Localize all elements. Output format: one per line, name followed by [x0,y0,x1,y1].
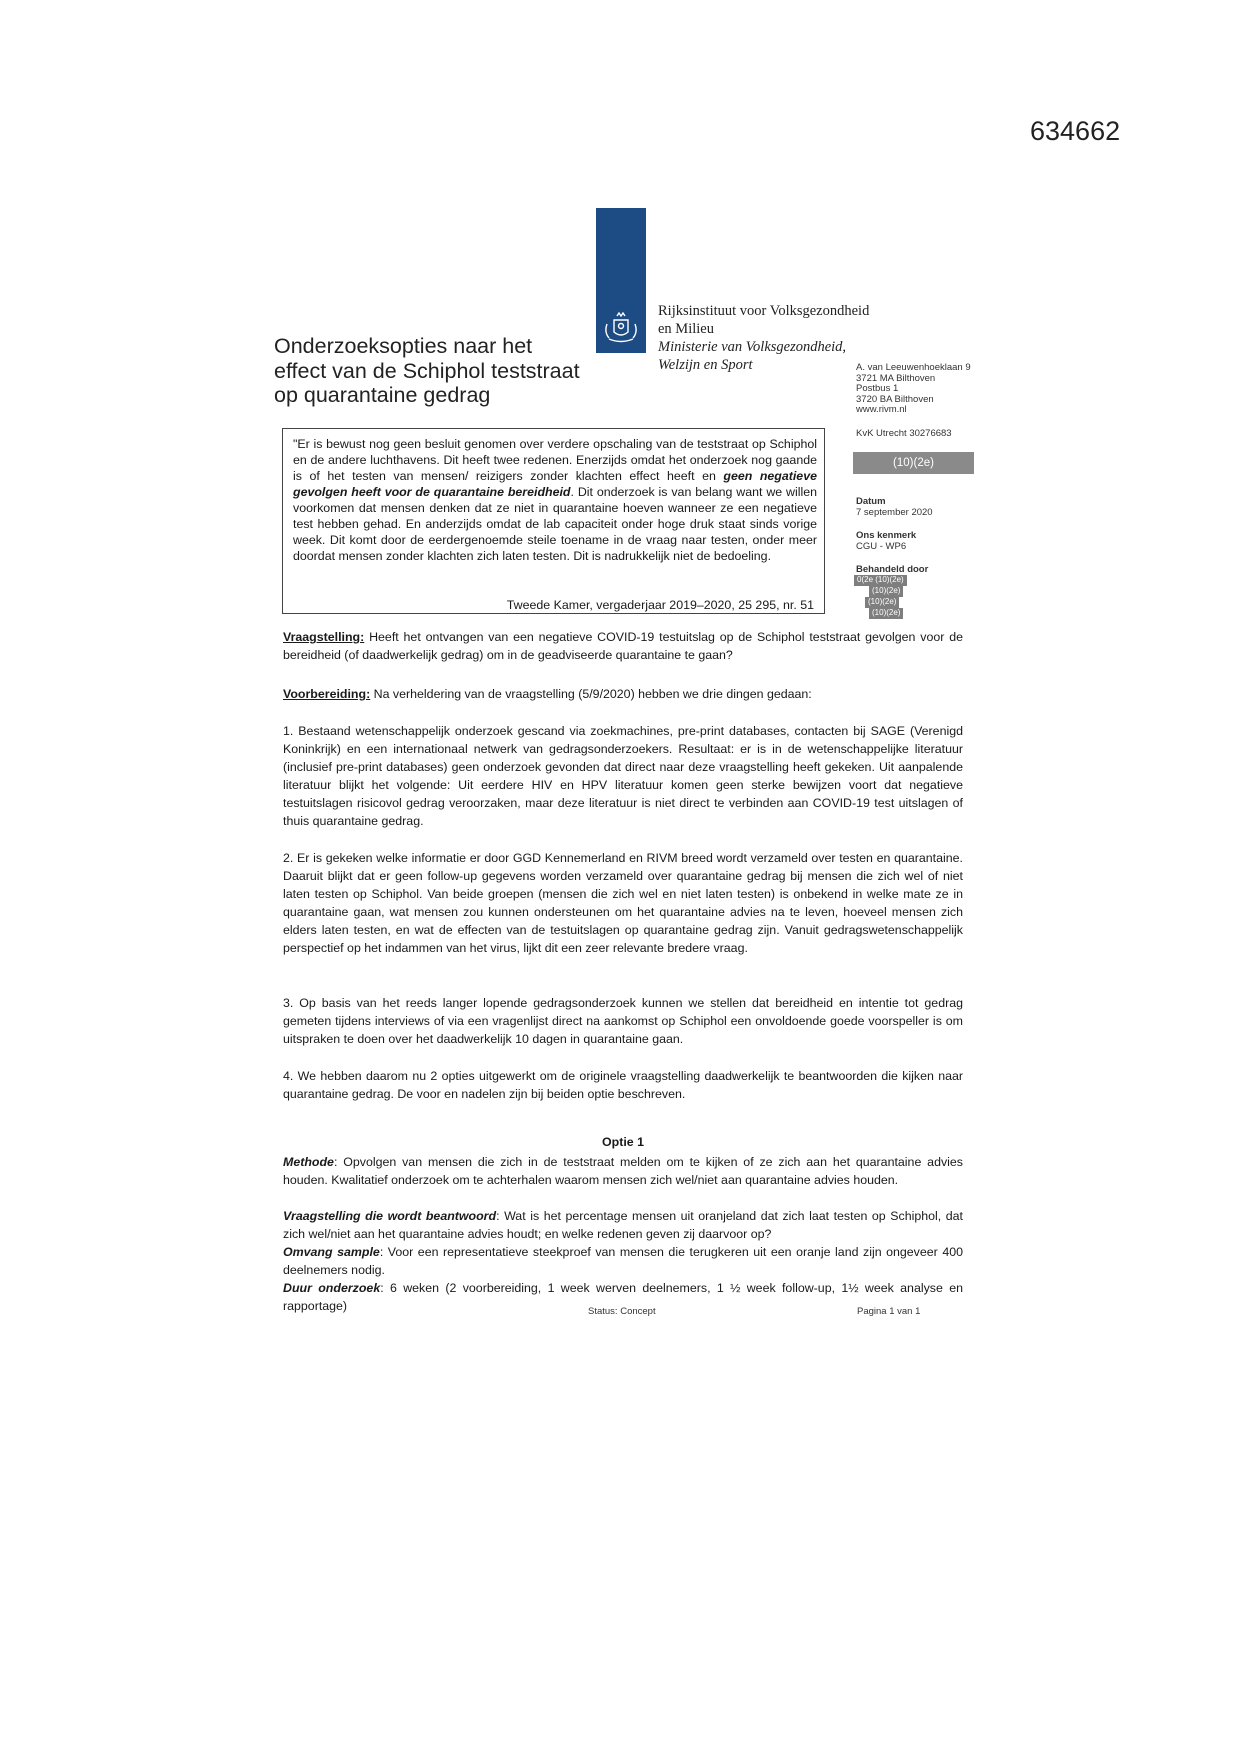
kenmerk-label: Ons kenmerk [856,530,917,541]
organization-name [658,302,869,374]
address-line-4: 3720 BA Bilthoven [856,393,934,405]
point-3-paragraph: 3. Op basis van het reeds langer lopende gedragsonderzoek kunnen we stellen dat bereidheid en intentie tot gedrag gemeten tijdens interviews of via een vragenlijst direct na aankomst op Schiphol een onvoldoende goede voorspeller is om uitspraken te doen over het daadwerkelijk 10 dagen in quarantaine gaan. [283,996,963,1046]
address-line-1: A. van Leeuwenhoeklaan 9 [856,362,971,373]
optie-1-heading: Optie 1 [602,1135,644,1149]
datum-label: Datum [856,496,886,507]
redaction-block: (10)(2e) [865,597,899,608]
optie-item-text: : Opvolgen van mensen die zich in de teststraat melden om te kijken of ze zich aan het quarantaine advies houden. Kwalitatief onderzoek om te achterhalen waarom mensen zich wel/niet aan quarantaine advies houden. [283,1155,963,1187]
status-footer: Status: Concept [588,1306,656,1317]
optie-item-text: : Wat is het percentage mensen uit oranjeland dat zich laat testen op Schiphol, dat zich wel/niet aan het quarantaine advies houdt; en welke redenen geven zij daarvoor op? [283,1209,963,1241]
optie-item-text: : Voor een representatieve steekproef van mensen die terugkeren uit een oranje land zijn ongeveer 400 deelnemers nodig. [283,1245,963,1277]
quote-text-part: "Er is bewust nog geen besluit genomen over verdere opschaling van de teststraat op Schiphol en de andere luchthavens. Dit heeft twee redenen. Enerzijds omdat het onderzoek nog gaande is of het testen van mensen/ reizigers zonder klachten effect heeft en [293,437,817,483]
address-line-5: www.rivm.nl [856,404,907,416]
optie-item-methode [283,1153,963,1189]
optie-item-omvang [283,1243,963,1279]
optie-item-label: Vraagstelling die wordt beantwoord [283,1209,497,1223]
coat-of-arms-icon [599,306,643,350]
kenmerk-value: CGU - WP6 [856,541,907,552]
optie-item-label: Omvang sample [283,1245,380,1259]
voorbereiding-text: Na verheldering van de vraagstelling (5/9/2020) hebben we drie dingen gedaan: [370,687,812,701]
quote-text-part: . Dit onderzoek is van belang want we willen voorkomen dat mensen denken dat ze niet in quarantaine hoeven wanneer ze een negatieve test hebben gehad. En anderzijds omdat de lab capaciteit onder hoge druk staat sinds vorige week. Dit komt door de eerdergenoemde steile toename in de vraag naar testen, onder meer doordat mensen zonder klachten zich laten testen. Dit is nadrukkelijk niet de bedoeling. [293,485,818,563]
point-4-paragraph: 4. We hebben daarom nu 2 opties uitgewerkt om de originele vraagstelling daadwerkelijk te beantwoorden die kijken naar quarantaine gedrag. De voor en nadelen zijn bij beiden optie beschreven. [283,1069,963,1101]
kvk-number: KvK Utrecht 30276683 [856,428,952,439]
address-line-2: 3721 MA Bilthoven [856,372,936,384]
ministry-line-2: Welzijn en Sport [658,357,753,373]
address-line-3: Postbus 1 [856,383,899,395]
vraagstelling-paragraph [283,628,963,664]
redaction-block: 0(2e (10)(2e) [854,575,907,586]
optie-item-text: : 6 weken (2 voorbereiding, 1 week werven deelnemers, 1 ½ week follow-up, 1½ week analyse en rapportage) [283,1281,963,1313]
rijksoverheid-logo-bar [596,208,646,353]
document-number: 634662 [1030,116,1121,146]
redaction-block: (10)(2e) [869,608,903,619]
optie-item-vraagstelling [283,1207,963,1243]
quote-emphasis: geen negatieve gevolgen heeft voor de quarantaine bereidheid [293,469,817,499]
address-block [856,363,971,416]
page-number-footer: Pagina 1 van 1 [857,1306,921,1317]
redaction-block: (10)(2e) [869,586,903,597]
voorbereiding-label: Voorbereiding: [283,687,371,701]
point-1-paragraph: 1. Bestaand wetenschappelijk onderzoek gescand via zoekmachines, pre-print databases, contacten bij SAGE (Verenigd Koninkrijk) en een internationaal netwerk van gedragsonderzoekers. Resultaat: er is in de wetenschappelijke literatuur (inclusief pre-print databases) geen onderzoek gevonden dat direct naar deze vraagstelling heeft gekeken. Uit aanpalende literatuur blijkt het volgende: Uit eerdere HIV en HPV literatuur komen geen sterke bewijzen voort dat negatieve testuitslagen risicovol gedrag veroorzaken, maar deze literatuur is niet direct te verbinden aan COVID-19 test uitslagen of thuis quarantaine gedrag. [283,724,963,828]
quote-text [293,436,817,564]
voorbereiding-paragraph [283,685,963,703]
optie-item-label: Duur onderzoek [283,1281,381,1295]
vraagstelling-text: Heeft het ontvangen van een negatieve COVID-19 testuitslag op de Schiphol teststraat gevolgen voor de bereidheid (of daadwerkelijk gedrag) om in de geadviseerde quarantaine te gaan? [283,630,963,662]
quote-source: Tweede Kamer, vergaderjaar 2019–2020, 25 295, nr. 51 [506,598,814,612]
ministry-line-1: Ministerie van Volksgezondheid, [658,339,847,355]
document-title [274,334,580,408]
title-line-1: Onderzoeksopties naar het [274,334,533,358]
datum-value: 7 september 2020 [856,507,933,518]
org-line-1: Rijksinstituut voor Volksgezondheid [658,303,870,319]
org-line-2: en Milieu [658,321,714,337]
title-line-2: effect van de Schiphol teststraat [274,358,580,383]
redacted-reference-badge: (10)(2e) [853,452,974,474]
behandeld-door-label: Behandeld door [856,564,929,575]
quote-box [282,428,825,614]
optie-item-label: Methode [283,1155,334,1169]
vraagstelling-label: Vraagstelling: [283,630,365,644]
point-2-paragraph: 2. Er is gekeken welke informatie er door GGD Kennemerland en RIVM breed wordt verzameld over testen en quarantaine. Daaruit blijkt dat er geen follow-up gegevens worden verzameld over quarantaine gedrag bij mensen die zich wel of niet laten testen op Schiphol. Van beide groepen (mensen die zich wel en niet laten testen) is onbekend in welke mate ze in quarantaine gaan, wat mensen zou kunnen ondersteunen om het quarantaine advies na te leven, hoeveel mensen zich elders laten testen, en wat de effecten van de testuitslagen op quarantaine gedrag zijn. Vanuit gedragswetenschappelijk perspectief op het indammen van het virus, lijkt dit een zeer relevante bredere vraag. [283,851,963,955]
title-line-3: op quarantaine gedrag [274,383,491,407]
